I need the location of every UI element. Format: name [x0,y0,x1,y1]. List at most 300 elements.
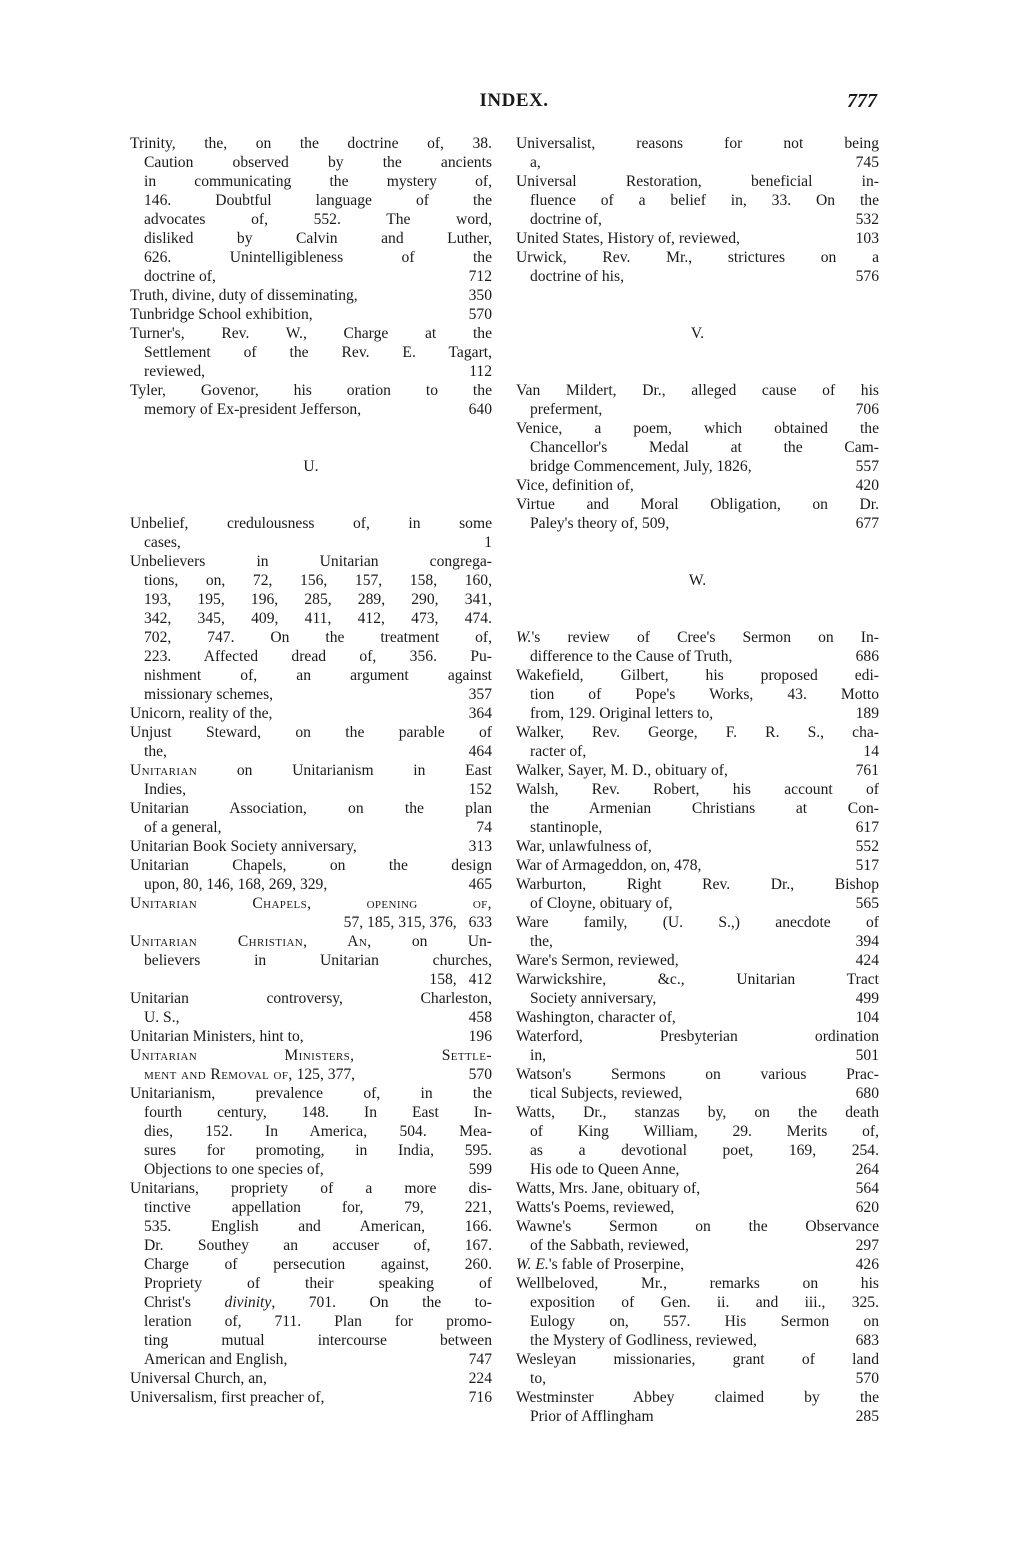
index-line-text: Wakefield, Gilbert, his proposed edi- [516,667,879,684]
index-line-text: Walsh, Rev. Robert, his account of [516,781,879,798]
index-line [516,1274,879,1293]
index-line-text: doctrine of, [144,268,216,285]
index-line-text: Propriety of their speaking of [144,1275,492,1292]
index-line [130,343,492,362]
index-line-text: Unitarian Ministers, Settle- [130,1047,492,1064]
index-page-ref: 364 [468,705,492,722]
index-line [130,590,492,609]
index-entry [516,1388,879,1426]
index-line [516,248,879,267]
index-line-text: Tunbridge School exhibition, [130,306,313,323]
index-line [130,571,492,590]
index-line-text: of the Sabbath, reviewed, [530,1237,689,1254]
index-line [130,647,492,666]
index-entry [516,723,879,761]
index-entry [130,514,492,552]
index-line-text: upon, 80, 146, 168, 269, 329, [144,876,328,893]
index-line [130,153,492,172]
index-line [516,856,879,875]
index-page-ref: 640 [468,401,492,418]
index-line [130,1008,492,1027]
index-page-ref: 570 [855,1370,879,1387]
index-line-text: Wellbeloved, Mr., remarks on his [516,1275,879,1292]
index-page-ref: 745 [855,154,879,171]
index-line-text: Van Mildert, Dr., alleged cause of his [516,382,879,399]
index-line [130,780,492,799]
index-line [130,628,492,647]
index-line-text: 535. English and American, 166. [144,1218,492,1235]
index-entry [516,837,879,856]
index-page-ref: 570 [468,306,492,323]
index-line [130,324,492,343]
index-line-text: preferment, [530,401,603,418]
index-entry [130,932,492,989]
index-line-text: doctrine of, [530,211,602,228]
index-line-text: Unicorn, reality of the, [130,705,273,722]
index-page-ref: 196 [468,1028,492,1045]
index-page-ref: 458 [468,1009,492,1026]
index-page-ref: 517 [855,857,879,874]
index-page-ref: 677 [855,515,879,532]
index-line-text: the Mystery of Godliness, reviewed, [530,1332,757,1349]
index-line-text: Chancellor's Medal at the Cam- [530,439,879,456]
index-line [516,1122,879,1141]
index-entry [516,856,879,875]
index-line-text: Watts, Dr., stanzas by, on the death [516,1104,879,1121]
index-line [516,951,879,970]
index-line-text: doctrine of his, [530,268,624,285]
index-entry [516,229,879,248]
index-line [516,1103,879,1122]
index-line-text: Caution observed by the ancients [144,154,492,171]
index-line [516,134,879,153]
index-page-ref: 394 [855,933,879,950]
index-line [130,1350,492,1369]
index-line-text: stantinople, [530,819,603,836]
index-line [130,1179,492,1198]
index-entry [130,1084,492,1179]
index-line-text: 193, 195, 196, 285, 289, 290, 341, [144,591,492,608]
index-line-text: reviewed, [144,363,206,380]
index-line-text: cases, [144,534,181,551]
index-line [130,799,492,818]
index-line-text: bridge Commencement, July, 1826, [530,458,752,475]
index-page-ref: 499 [855,990,879,1007]
index-entry [130,704,492,723]
index-entry [130,1388,492,1407]
index-line [130,305,492,324]
index-line-text: in, [530,1047,547,1064]
index-page-ref: 152 [468,781,492,798]
index-line-text: disliked by Calvin and Luther, [144,230,492,247]
index-line [516,1160,879,1179]
index-line [130,742,492,761]
index-entry [516,248,879,286]
index-page-ref: 747 [468,1351,492,1368]
index-line-text: tions, on, 72, 156, 157, 158, 160, [144,572,492,589]
index-line [130,875,492,894]
index-line-text: 223. Affected dread of, 356. Pu- [144,648,492,665]
index-entry [516,1179,879,1198]
index-page-ref: 620 [855,1199,879,1216]
index-line [516,400,879,419]
index-entry [516,1274,879,1350]
index-line [130,609,492,628]
index-line [130,704,492,723]
index-line [516,1027,879,1046]
index-page-ref: 357 [468,686,492,703]
index-line-text: Unjust Steward, on the parable of [130,724,492,741]
index-page-ref: 112 [469,363,492,380]
index-line [516,267,879,286]
index-line-text: Virtue and Moral Obligation, on Dr. [516,496,879,513]
index-entry [516,419,879,476]
index-entry [516,1065,879,1103]
index-line-text: as a devotional poet, 169, 254. [530,1142,879,1159]
index-line [516,1141,879,1160]
index-line [516,419,879,438]
index-line [516,1312,879,1331]
index-line-text: tinctive appellation for, 79, 221, [144,1199,492,1216]
index-page-ref: 350 [468,287,492,304]
index-column-right [516,134,879,1426]
index-page-ref: 104 [855,1009,879,1026]
index-entry [516,1027,879,1065]
index-entry [130,305,492,324]
index-line [516,723,879,742]
index-line [130,1065,492,1084]
index-line [130,951,492,970]
index-line-text: a, [530,154,541,171]
page-number: 777 [847,90,877,112]
index-line-text: difference to the Cause of Truth, [530,648,733,665]
index-line-text: Unitarian Chapels, opening of, [130,895,492,912]
index-line [130,134,492,153]
index-line-text: Ware's Sermon, reviewed, [516,952,679,969]
index-line-text: the, [144,743,167,760]
index-entry [516,1103,879,1179]
index-entry [130,799,492,837]
index-line [130,1027,492,1046]
index-line [516,1407,879,1426]
index-line-text: Dr. Southey an accuser of, 167. [144,1237,492,1254]
index-page-ref: 424 [855,952,879,969]
index-line [130,400,492,419]
index-line-text: to, [530,1370,547,1387]
index-line-text: Indies, [144,781,187,798]
index-page-ref: 224 [468,1370,492,1387]
index-page-ref: 617 [855,819,879,836]
index-line [516,932,879,951]
index-line-text: exposition of Gen. ii. and iii., 325. [530,1294,879,1311]
index-section-letter: U. [303,458,319,475]
index-line [130,1369,492,1388]
index-page-ref: 565 [855,895,879,912]
index-line [516,685,879,704]
index-line [516,1217,879,1236]
index-line-text: Warburton, Right Rev. Dr., Bishop [516,876,879,893]
index-line [130,932,492,951]
index-line-text: Unitarian Christian, An, on Un- [130,933,492,950]
index-page-ref: 103 [855,230,879,247]
index-line [516,1008,879,1027]
index-line-text: Turner's, Rev. W., Charge at the [130,325,492,342]
index-line [130,856,492,875]
index-line [516,476,879,495]
index-line [516,989,879,1008]
index-line [130,172,492,191]
index-line-text: Objections to one species of, [144,1161,324,1178]
index-line [516,1293,879,1312]
index-line-text: Wawne's Sermon on the Observance [516,1218,879,1235]
index-line-text: Unitarian Association, on the plan [130,800,492,817]
index-line [516,970,879,989]
index-line-text: Settlement of the Rev. E. Tagart, [144,344,492,361]
index-line-text: Unbelievers in Unitarian congrega- [130,553,492,570]
index-page-ref: 501 [855,1047,879,1064]
index-line [130,1217,492,1236]
index-page-ref: 712 [468,268,492,285]
index-page-ref: 680 [855,1085,879,1102]
index-line-text: 158, [429,971,457,988]
index-line [130,913,492,932]
index-entry [130,723,492,761]
index-page-ref: 313 [468,838,492,855]
index-entry [516,134,879,172]
index-line [516,172,879,191]
index-line [130,761,492,780]
index-entry [516,628,879,666]
index-line [130,818,492,837]
index-page-ref: 297 [855,1237,879,1254]
page-header-title: INDEX. [479,90,549,111]
index-line-text: Washington, character of, [516,1009,676,1026]
index-line [130,552,492,571]
index-page-ref: 464 [468,743,492,760]
index-page-ref: 552 [855,838,879,855]
index-entry [516,172,879,229]
index-entry [516,970,879,1008]
index-line [130,1160,492,1179]
index-line [130,229,492,248]
index-line [516,1236,879,1255]
index-line-text: Unitarian controversy, Charleston, [130,990,492,1007]
index-line [516,381,879,400]
index-entry [516,495,879,533]
index-line-text: Unitarian on Unitarianism in East [130,762,492,779]
index-line-text: W. E.'s fable of Proserpine, [516,1256,685,1273]
index-line [516,628,879,647]
index-line-text: tical Subjects, reviewed, [530,1085,683,1102]
index-line-text: Universal Church, an, [130,1370,267,1387]
index-line-text: dies, 152. In America, 504. Mea- [144,1123,492,1140]
index-page-ref: 412 [468,971,492,988]
index-line-text: Walker, Sayer, M. D., obituary of, [516,762,728,779]
index-line-text: Waterford, Presbyterian ordination [516,1028,879,1045]
index-entry [130,286,492,305]
index-line [130,970,492,989]
index-line-text: 626. Unintelligibleness of the [144,249,492,266]
index-line [130,514,492,533]
index-line [130,1046,492,1065]
index-line-text: Universalist, reasons for not being [516,135,879,152]
index-entry [516,1217,879,1255]
index-line-text: Charge of persecution against, 260. [144,1256,492,1273]
index-line-text: Warwickshire, &c., Unitarian Tract [516,971,879,988]
index-line-text: missionary schemes, [144,686,274,703]
index-entry [130,1027,492,1046]
index-line [516,514,879,533]
index-page-ref: 716 [468,1389,492,1406]
index-page-ref: 74 [476,819,492,836]
index-line-text: Urwick, Rev. Mr., strictures on a [516,249,879,266]
index-line [130,723,492,742]
index-line-text: Prior of Afflingham [530,1408,654,1425]
index-line-text: believers in Unitarian churches, [144,952,492,969]
index-line-text: Society anniversary, [530,990,657,1007]
index-line-text: Vice, definition of, [516,477,634,494]
index-line [130,267,492,286]
index-entry [516,1350,879,1388]
index-line [130,1255,492,1274]
index-entry [130,989,492,1027]
index-entry [516,875,879,913]
index-line [516,1046,879,1065]
index-entry [516,913,879,951]
index-section-letter: V. [690,325,705,342]
index-entry [516,780,879,837]
index-page-ref: 532 [855,211,879,228]
index-page-ref: 686 [855,648,879,665]
index-page-ref: 576 [855,268,879,285]
index-line [130,837,492,856]
index-line-text: fourth century, 148. In East In- [144,1104,492,1121]
index-page-ref: 599 [468,1161,492,1178]
index-column-left [130,134,492,1407]
index-line-text: War, unlawfulness of, [516,838,652,855]
index-line-text: leration of, 711. Plan for promo- [144,1313,492,1330]
index-entry [516,1198,879,1217]
index-line-text: Tyler, Govenor, his oration to the [130,382,492,399]
index-line [130,1236,492,1255]
index-line-text: in communicating the mystery of, [144,173,492,190]
index-line [516,894,879,913]
index-line [130,1388,492,1407]
index-line-text: from, 129. Original letters to, [530,705,714,722]
index-page-ref: 264 [855,1161,879,1178]
index-line [516,761,879,780]
index-line [130,1331,492,1350]
index-line-text: Watts's Poems, reviewed, [516,1199,675,1216]
index-line [516,799,879,818]
index-line-text: U. S., [144,1009,180,1026]
index-line [130,1141,492,1160]
index-entry [130,856,492,894]
index-line [516,647,879,666]
index-line [516,1065,879,1084]
index-line [516,780,879,799]
index-line-text: tion of Pope's Works, 43. Motto [530,686,879,703]
index-line-text: Unitarianism, prevalence of, in the [130,1085,492,1102]
index-line-text: Unitarian Chapels, on the design [130,857,492,874]
index-line-text: W.'s review of Cree's Sermon on In- [516,629,879,646]
index-entry [516,761,879,780]
index-entry [130,134,492,286]
index-line-text: His ode to Queen Anne, [530,1161,680,1178]
index-line [130,666,492,685]
index-line-text: Paley's theory of, 509, [530,515,670,532]
index-line [516,1198,879,1217]
index-line-text: 57, 185, 315, 376, [343,914,457,931]
index-line [130,362,492,381]
index-line [516,1350,879,1369]
index-line-text: of King William, 29. Merits of, [530,1123,879,1140]
index-line-text: Unitarians, propriety of a more dis- [130,1180,492,1197]
index-line [516,1084,879,1103]
index-entry [130,1369,492,1388]
index-line-text: fluence of a belief in, 33. On the [530,192,879,209]
index-entry [130,1046,492,1084]
index-page-ref: 557 [855,458,879,475]
index-line-text: Universalism, first preacher of, [130,1389,325,1406]
index-entry [130,552,492,704]
index-line-text: nishment of, an argument against [144,667,492,684]
index-line [516,913,879,932]
index-entry [516,381,879,419]
index-line [516,210,879,229]
index-line-text: Truth, divine, duty of disseminating, [130,287,358,304]
index-line [130,210,492,229]
index-line [516,837,879,856]
index-line-text: Watson's Sermons on various Prac- [516,1066,879,1083]
index-line-text: Walker, Rev. George, F. R. S., cha- [516,724,879,741]
index-page-ref: 285 [855,1408,879,1425]
index-entry [130,894,492,932]
index-line-text: 342, 345, 409, 411, 412, 473, 474. [144,610,492,627]
index-line [516,875,879,894]
index-line-text: 146. Doubtful language of the [144,192,492,209]
index-line [130,1103,492,1122]
index-page-ref: 570 [468,1066,492,1083]
index-line-text: sures for promoting, in India, 595. [144,1142,492,1159]
index-line [516,457,879,476]
index-line-text: advocates of, 552. The word, [144,211,492,228]
index-line [516,1331,879,1350]
index-line-text: Universal Restoration, beneficial in- [516,173,879,190]
index-line-text: Unitarian Ministers, hint to, [130,1028,304,1045]
index-line [130,1274,492,1293]
index-line-text: Ware family, (U. S.,) anecdote of [516,914,879,931]
index-line-text: War of Armageddon, on, 478, [516,857,702,874]
index-line [130,191,492,210]
index-line-text: Venice, a poem, which obtained the [516,420,879,437]
index-line-text: ment and Removal of, 125, 377, [144,1066,356,1083]
index-entry [130,324,492,381]
index-line [516,818,879,837]
index-line [516,153,879,172]
index-entry [516,666,879,723]
index-line [130,286,492,305]
index-line [130,381,492,400]
index-page-ref: 189 [855,705,879,722]
index-line-text: racter of, [530,743,587,760]
index-line [516,1369,879,1388]
index-line-text: Unitarian Book Society anniversary, [130,838,357,855]
index-line-text: Watts, Mrs. Jane, obituary of, [516,1180,701,1197]
index-line [130,1084,492,1103]
index-line-text: Trinity, the, on the doctrine of, 38. [130,135,492,152]
index-entry [516,951,879,970]
